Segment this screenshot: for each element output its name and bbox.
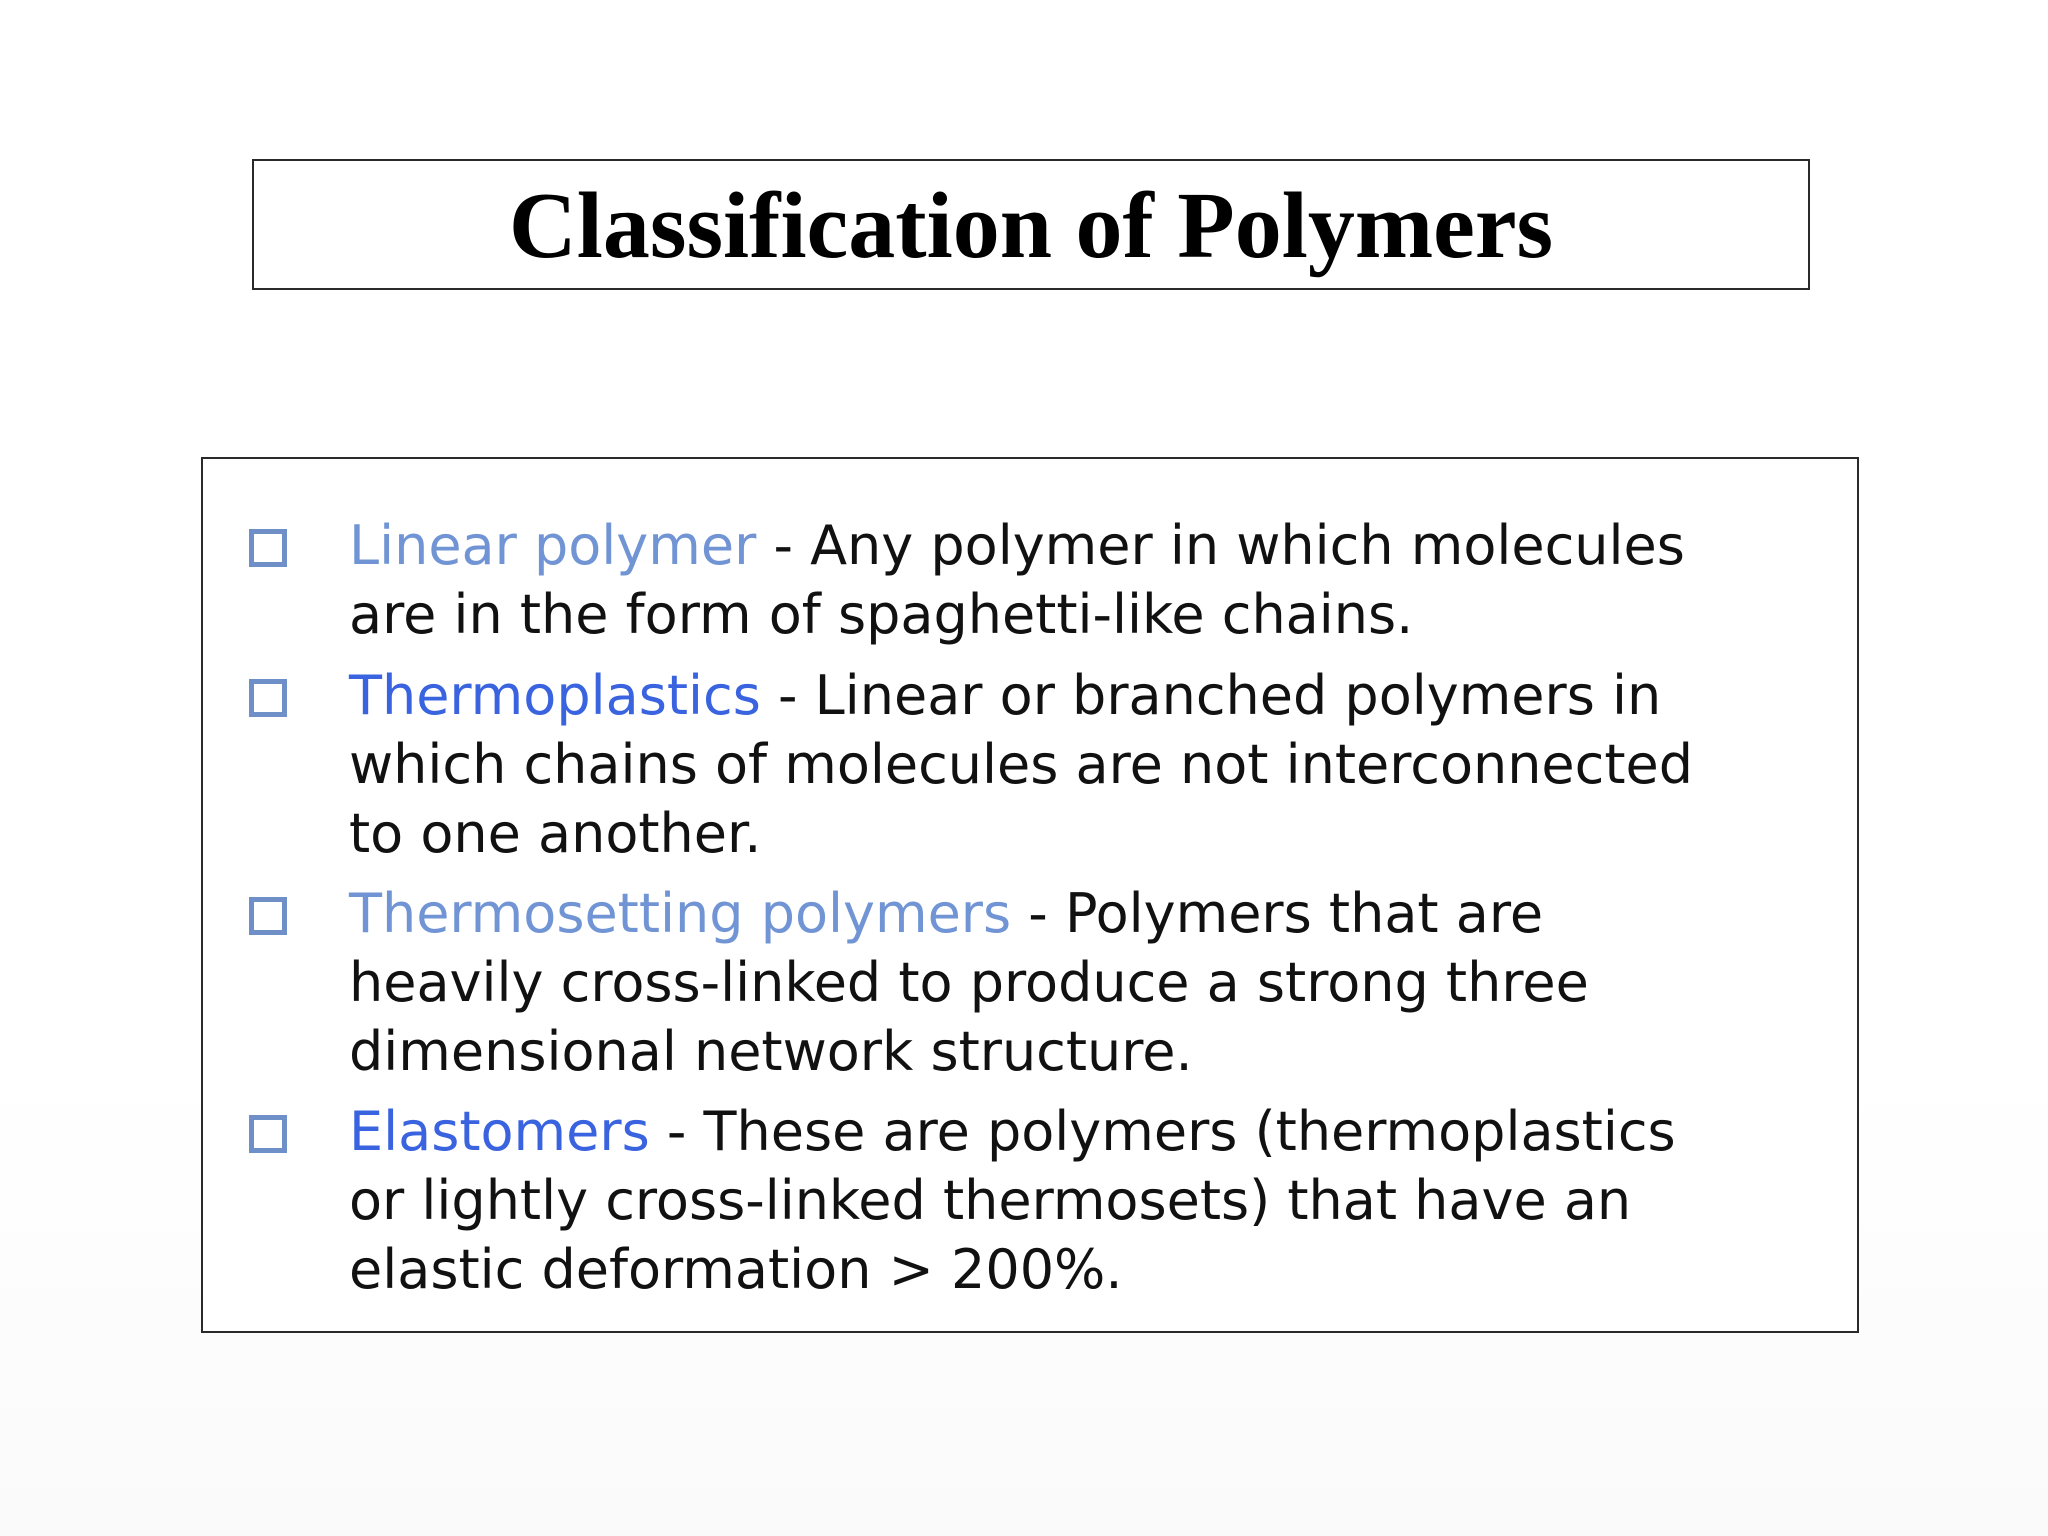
list-item-line xyxy=(349,661,1789,730)
definition-text: - These are polymers (thermoplastics xyxy=(649,1100,1676,1163)
slide-title: Classification of Polymers xyxy=(508,173,1554,278)
term-elastomers: Elastomers xyxy=(349,1100,650,1163)
term-thermosetting-polymers: Thermosetting polymers xyxy=(349,882,1012,945)
hollow-square-bullet-icon xyxy=(249,1115,287,1153)
definition-text: dimensional network structure. xyxy=(349,1020,1193,1083)
definition-text: heavily cross-linked to produce a strong three xyxy=(349,951,1589,1014)
title-box xyxy=(252,159,1810,290)
list-item-line xyxy=(349,1097,1789,1166)
definition-text: - Polymers that are xyxy=(1011,882,1544,945)
hollow-square-bullet-icon xyxy=(249,897,287,935)
hollow-square-bullet-icon xyxy=(249,679,287,717)
definition-text: - Linear or branched polymers in xyxy=(760,664,1662,727)
list-item-text xyxy=(349,511,1789,649)
definition-text: elastic deformation > 200%. xyxy=(349,1238,1123,1301)
content-box xyxy=(201,457,1859,1333)
definition-text: - Any polymer in which molecules xyxy=(756,514,1685,577)
list-item-text xyxy=(349,879,1789,1086)
term-linear-polymer: Linear polymer xyxy=(349,514,757,577)
definition-text: to one another. xyxy=(349,802,762,865)
definition-text: or lightly cross-linked thermosets) that have an xyxy=(349,1169,1632,1232)
definition-text: which chains of molecules are not interconnected xyxy=(349,733,1694,796)
list-item-text xyxy=(349,661,1789,868)
list-item-text xyxy=(349,1097,1789,1304)
list-item-line xyxy=(349,879,1789,948)
list-item-line xyxy=(349,511,1789,580)
term-thermoplastics: Thermoplastics xyxy=(349,664,761,727)
definition-text: are in the form of spaghetti-like chains. xyxy=(349,583,1414,646)
hollow-square-bullet-icon xyxy=(249,529,287,567)
